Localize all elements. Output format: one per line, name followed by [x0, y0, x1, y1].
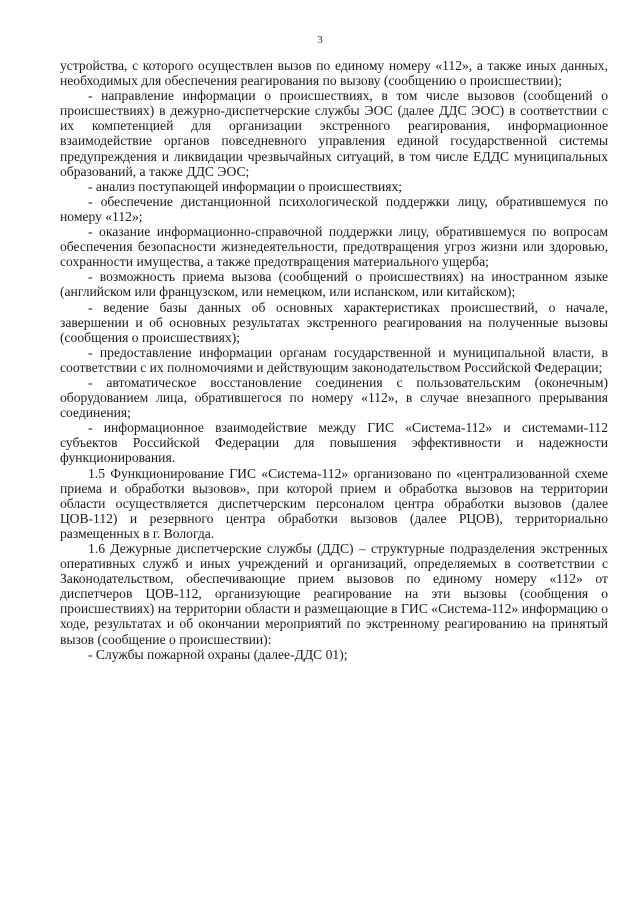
- paragraph: - Службы пожарной охраны (далее-ДДС 01);: [88, 646, 348, 662]
- paragraph: 1.5 Функционирование ГИС «Система-112» организовано по «централизованной схеме приема и обработки вызовов», при которой прием и обработка вызовов на территории области осуществляется диспетчерским персоналом центра обработки вызовов (далее ЦОВ-112) и резервного центра обработки вызовов (далее РЦОВ), территориально размещенных в г. Вологда.: [60, 465, 608, 541]
- document-body: [60, 58, 608, 662]
- paragraph: - возможность приема вызова (сообщений о происшествиях) на иностранном языке (английском или французском, или немецком, или испанском, или китайском);: [60, 269, 608, 300]
- paragraph: - ведение базы данных об основных характеристиках происшествий, о начале, завершении и об основных результатах экстренного реагирования на полученные вызовы (сообщения о происшествиях);: [60, 299, 608, 345]
- page-number: 3: [317, 34, 323, 46]
- paragraph: - оказание информационно-справочной поддержки лицу, обратившемуся по вопросам обеспечения безопасности жизнедеятельности, предотвращения угроз жизни или здоровью, сохранности имущества, а также предотвращения материального ущерба;: [60, 224, 608, 270]
- paragraph: 1.6 Дежурные диспетчерские службы (ДДС) – структурные подразделения экстренных оперативных служб и иных учреждений и организаций, определяемых в соответствии с Законодательством, обеспечивающие прием вызовов по единому номеру «112» от диспетчеров ЦОВ-112, организующие реагирование на эти вызовы (сообщения о происшествиях) на территории области и размещающие в ГИС «Система-112» информацию о ходе, результатах и об окончании мероприятий по экстренному реагированию на принятый вызов (сообщение о происшествии):: [60, 541, 608, 647]
- paragraph: - анализ поступающей информации о происшествиях;: [88, 178, 403, 194]
- paragraph: - обеспечение дистанционной психологической поддержки лицу, обратившемуся по номеру «112»;: [60, 193, 608, 224]
- paragraph: - информационное взаимодействие между ГИС «Система-112» и системами-112 субъектов Российской Федерации для повышения эффективности и надежности функционирования.: [60, 420, 608, 466]
- paragraph: - направление информации о происшествиях, в том числе вызовов (сообщений о происшествиях) в дежурно-диспетчерские службы ЭОС (далее ДДС ЭОС) в соответствии с их компетенцией для организации экстренного реагирования, информационное взаимодействие органов повседневного управления единой государственной системы предупреждения и ликвидации чрезвычайных ситуаций, в том числе ЕДДС муниципальных образований, а также ДДС ЭОС;: [60, 88, 608, 179]
- paragraph: - предоставление информации органам государственной и муниципальной власти, в соответствии с их полномочиями и действующим законодательством Российской Федерации;: [60, 344, 608, 375]
- paragraph: - автоматическое восстановление соединения с пользовательским (оконечным) оборудованием лица, обратившегося по номеру «112», в случае внезапного прерывания соединения;: [60, 374, 608, 421]
- paragraph: устройства, с которого осуществлен вызов по единому номеру «112», а также иных данных, необходимых для обеспечения реагирования по вызову (сообщению о происшествии);: [60, 58, 608, 89]
